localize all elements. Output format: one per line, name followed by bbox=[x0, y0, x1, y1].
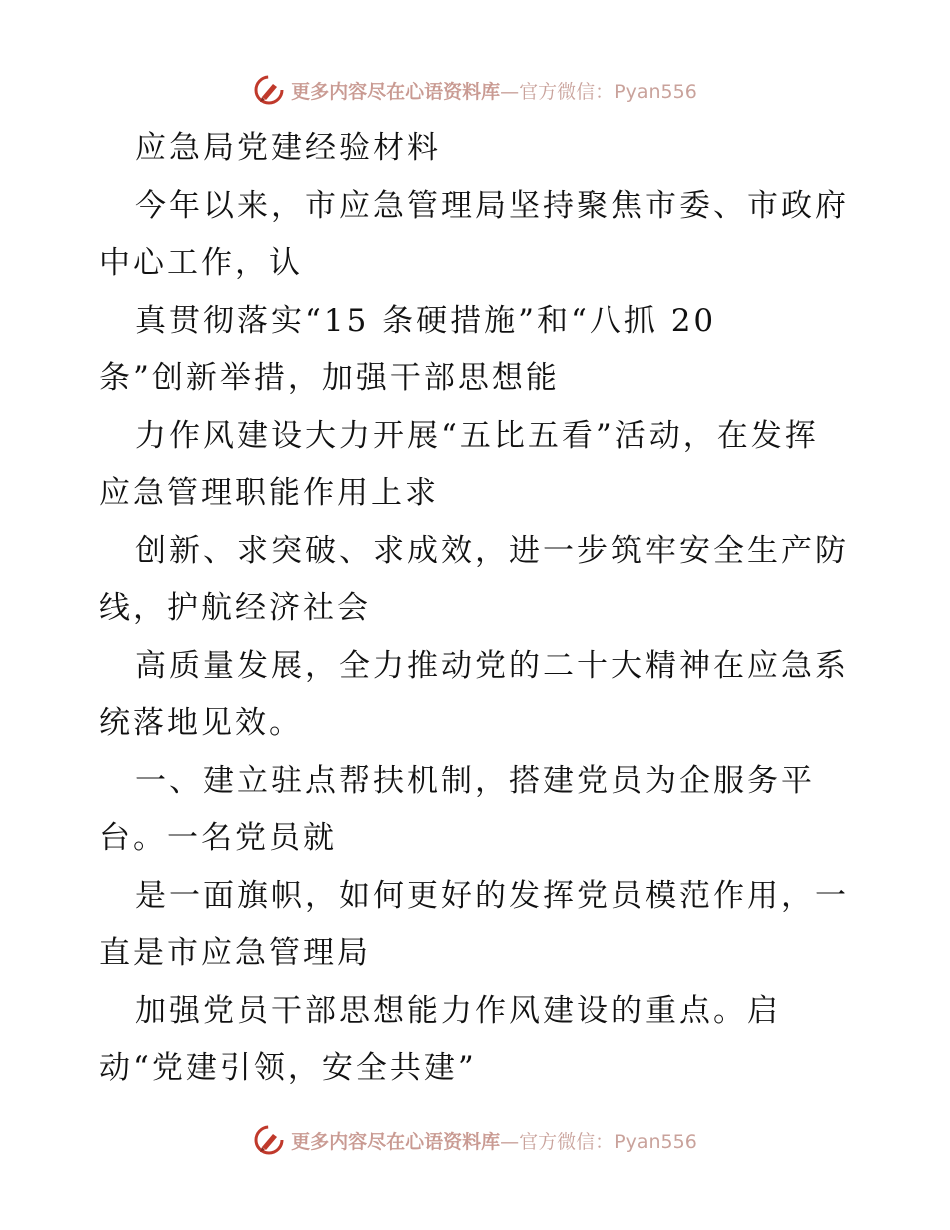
header-watermark-text bbox=[291, 77, 697, 104]
paragraph-line: 是一面旗帜，如何更好的发挥党员模范作用，一 bbox=[135, 877, 849, 914]
document-title: 应急局党建经验材料 bbox=[135, 130, 441, 166]
paragraph-line: 应急管理职能作用上求 bbox=[99, 475, 439, 511]
paragraph-line: 统落地见效。 bbox=[99, 705, 303, 741]
paragraph-line: 今年以来，市应急管理局坚持聚焦市委、市政府 bbox=[135, 187, 849, 224]
paragraph-line: 条”创新举措，加强干部思想能 bbox=[99, 360, 560, 396]
section-heading-line: 一、建立驻点帮扶机制，搭建党员为企服务平 bbox=[135, 762, 815, 799]
header-watermark-banner bbox=[0, 70, 950, 110]
header-watermark-main: 更多内容尽在心语资料库 bbox=[291, 80, 501, 103]
paragraph-line: 创新、求突破、求成效，进一步筑牢安全生产防 bbox=[135, 532, 849, 569]
paragraph-line: 直是市应急管理局 bbox=[99, 935, 371, 971]
paragraph-line: 动“党建引领，安全共建” bbox=[99, 1050, 477, 1086]
paragraph-line: 力作风建设大力开展“五比五看”活动，在发挥 bbox=[135, 417, 819, 454]
pen-circle-logo-icon bbox=[253, 74, 285, 106]
footer-watermark-text bbox=[291, 1127, 697, 1154]
paragraph-line: 中心工作，认 bbox=[99, 245, 303, 281]
footer-watermark-main: 更多内容尽在心语资料库 bbox=[291, 1130, 501, 1153]
paragraph-line: 真贯彻落实“15 条硬措施”和“八抓 20 bbox=[135, 302, 717, 339]
pen-circle-logo-icon bbox=[253, 1124, 285, 1156]
header-watermark-wechat: —官方微信：Pyan556 bbox=[500, 80, 697, 103]
footer-watermark-banner bbox=[0, 1120, 950, 1160]
paragraph-line: 加强党员干部思想能力作风建设的重点。启 bbox=[135, 992, 781, 1029]
paragraph-line: 线，护航经济社会 bbox=[99, 590, 371, 626]
paragraph-line: 高质量发展，全力推动党的二十大精神在应急系 bbox=[135, 647, 849, 684]
paragraph-line: 台。一名党员就 bbox=[99, 820, 337, 856]
footer-watermark-wechat: —官方微信：Pyan556 bbox=[500, 1130, 697, 1153]
document-body bbox=[99, 120, 859, 1098]
